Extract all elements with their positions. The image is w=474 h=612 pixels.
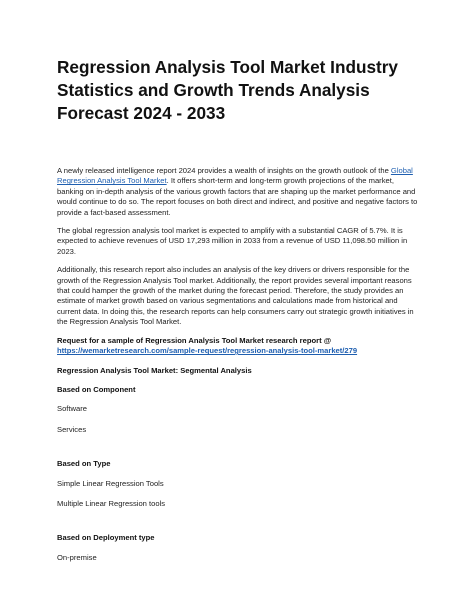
segment-heading-deployment: Based on Deployment type [57,533,155,543]
segment-heading-component: Based on Component [57,384,136,394]
segment-item: Multiple Linear Regression tools [57,498,166,508]
sample-request [57,336,419,357]
intro-text-before: A newly released intelligence report 2024 provides a wealth of insights on the growth outlook of the [57,166,391,175]
drivers-paragraph: Additionally, this research report also includes an analysis of the key drivers or drivers responsible for the growth of the Regression Analysis Tool market. Additionally, the report provides several important reasons that could hamper the growth of the market during the forecast period. Therefore, the study provides an estimate of market growth based on various segmentations and calculations made from historical and current data. In doing this, the research reports can help consumers carry out strategic growth initiatives in the Regression Analysis Tool Market. [57,265,414,327]
segment-item: Simple Linear Regression Tools [57,478,164,488]
sample-url-link[interactable]: https://wemarketresearch.com/sample-request/regression-analysis-tool-market/279 [57,346,358,356]
cagr-paragraph: The global regression analysis tool market is expected to amplify with a substantial CAGR of 5.7%. It is expected to achieve revenues of USD 17,293 million in 2033 from a revenue of USD 11,098.50 million in 2023. [57,226,408,256]
sample-label: Request for a sample of Regression Analysis Tool Market research report @ [57,335,332,345]
document-body [57,166,419,573]
intro-paragraph [57,166,419,218]
segmental-heading: Regression Analysis Tool Market: Segmental Analysis [57,365,252,375]
segment-heading-type: Based on Type [57,459,111,469]
page-title: Regression Analysis Tool Market Industry Statistics and Growth Trends Analysis Forecast 2024 - 2033 [57,57,398,123]
intro-text-after: . It offers short-term and long-term growth projections of the market, banking on in-depth analysis of the various growth factors that are shaping up the market performance and would continue to do so. The report focuses on both direct and indirect, and positive and negative factors to provide a fact-based assessment. [57,176,418,217]
segment-item: Software [57,404,87,414]
segment-item: Services [57,424,87,434]
market-link[interactable]: Global Regression Analysis Tool Market [57,166,413,186]
segment-item: On-premise [57,552,97,562]
